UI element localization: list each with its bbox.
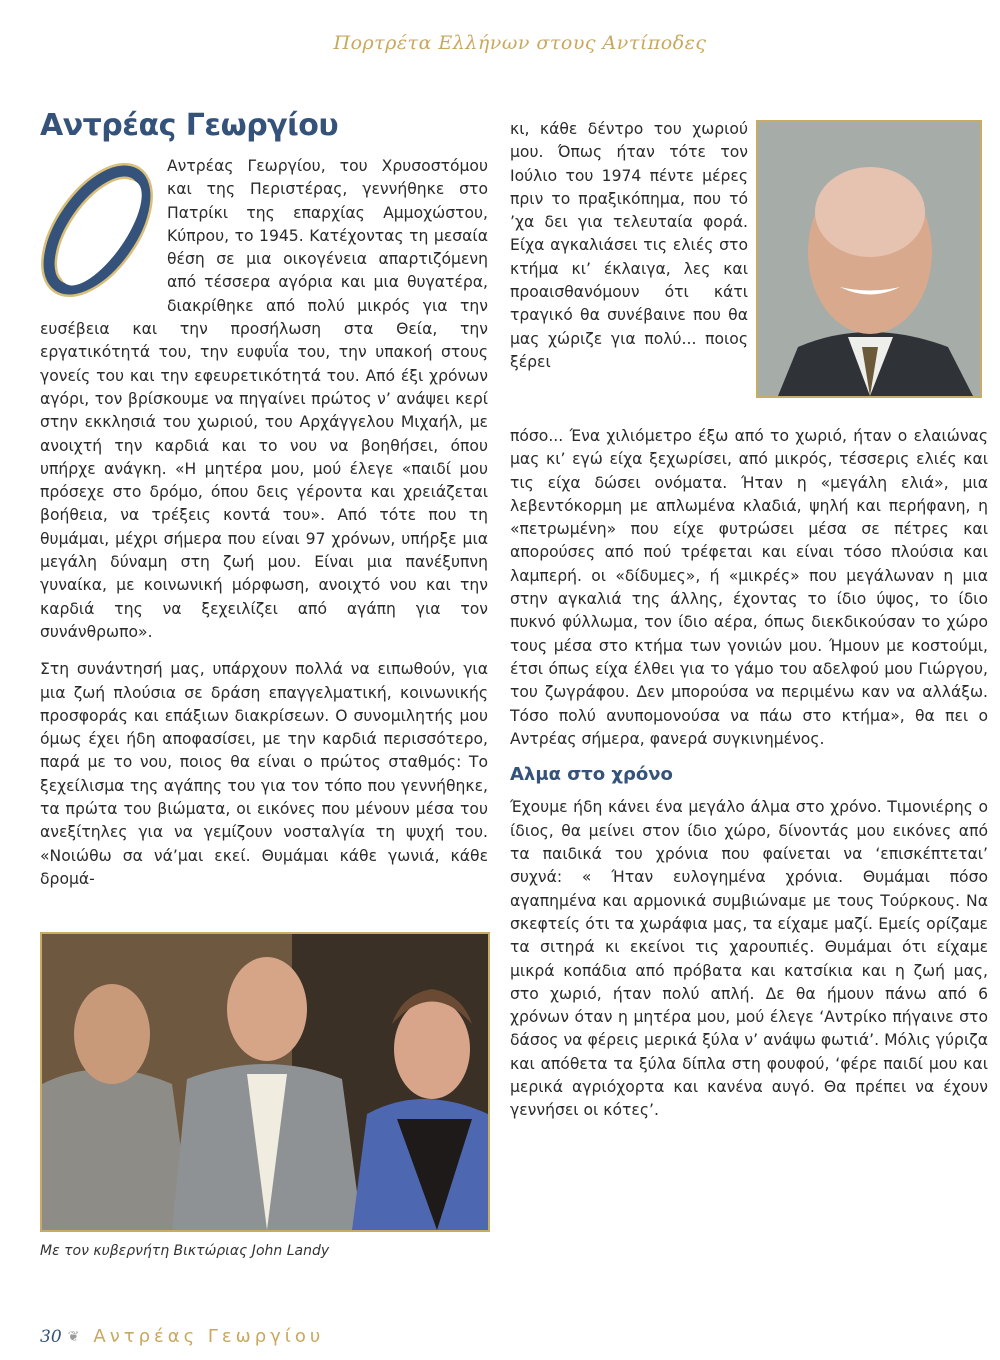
ornament-icon: ❦ bbox=[67, 1328, 80, 1345]
portrait-photo bbox=[756, 120, 982, 398]
article-title: Αντρέας Γεωργίου bbox=[40, 108, 339, 143]
footer-name: Αντρέας Γεωργίου bbox=[93, 1326, 325, 1347]
group-photo bbox=[40, 932, 490, 1232]
continuation-wide-paragraph: πόσο... Ένα χιλιόμετρο έξω από το χωριό, ήταν ο ελαιώνας μας κι’ εγώ είχα ξεχωρίσει, από μικρός, τέσσερις ελιές και τις είχα δώσει ονόματα. Ήταν η «μεγάλη ελιά», μια λεβεντόκορμη με απλωμένα κλαδιά, ψηλή και περήφανη, η «πετρωμένη» που είχε φυτρώσει μέσα σε πέτρες και απορούσες από πού τρέφεται και είναι τόσο πλούσια και λαμπερή. οι «δίδυμες», ή «μικρές» που μεγάλωναν η μια στην αγκαλιά της άλλης, έχοντας το ίδιο ύψος, το ίδιο πυκνό φύλλωμα, τον ίδιο αέρα, όπως διεκδικούσαν το χώρο τους μέσα στο κτήμα των γονιών μου. Ήμουν με κοστούμι, έτσι όπως είχα έλθει για το γάμο του αδελφού μου Γιώργου, του ζωγράφου. Δεν μπορούσα να περιμένω καν να αλλάξω. Τόσο πολύ ανυπομονούσα να πάω στο κτήμα», θα πει ο Αντρέας σήμερα, φανερά συγκινημένος. bbox=[510, 427, 988, 748]
running-head: Πορτρέτα Ελλήνων στους Αντίποδες bbox=[333, 32, 707, 54]
subheading: Αλμα στο χρόνο bbox=[510, 764, 673, 786]
page-footer bbox=[40, 1326, 324, 1347]
right-column-wide bbox=[510, 425, 988, 1123]
final-paragraph: Έχουμε ήδη κάνει ένα μεγάλο άλμα στο χρόνο. Τιμονιέρης ο ίδιος, θα μείνει στον ίδιο χώρο, δίνοντάς μου εικόνες από τα παιδικά του χρόνια που φαίνεται να ‘επισκέπτεται’ συχνά: « Ήταν ευλογημένα χρόνια. Θυμάμαι πόσο αγαπημένα και αρμονικά συμβιώναμε με τους Τούρκους. Να σκεφτείς ότι τα χωράφια μας, τα είχαμε μαζί. Εμείς ορίζαμε τα σιτηρά κι εκείνοι τις χαρουπιές. Θυμάμαι ότι είχαμε μικρά κοπάδια από πρόβατα και κατσίκια και η ζωή μας, στο χωριό, ήταν πολύ απλή. Δε θα ήμουν πάνω από 6 χρόνων όταν η μητέρα μου, μού έλεγε ‘Αντρίκο πήγαινε στο δάσος να φέρεις μερικά ξύλα ν’ ανάψω φωτιά’. Μόλις γύριζα και απόθετα τα ξύλα δίπλα στη φουφού, ‘φέρε παιδί μου και μερικά αγριόχορτα και κανένα αυγό. Θα πρέπει να έχουν γεννήσει οι κότες’. bbox=[510, 798, 988, 1120]
photo-caption: Με τον κυβερνήτη Βικτώριας John Landy bbox=[40, 1243, 330, 1259]
right-column-narrow bbox=[510, 118, 748, 374]
second-paragraph: Στη συνάντησή μας, υπάρχουν πολλά να ειπωθούν, για μια ζωή πλούσια σε δράση επαγγελματική, κοινωνικής προσφοράς και επάξιων διακρίσεων. Ο συνομιλητής μου όμως έχει ήδη αποφασίσει, με την καρδιά περισσότερο, παρά με το νου, ποιος θα είναι ο πρώτος σταθμός: Το ξεχείλισμα της αγάπης του για τον τόπο που γεννήθηκε, τα πρώτα του βιώματα, οι εικόνες που μένουν μέσα του ανεξίτηλες για να γεμίζουν νοσταλγία τη ψυχή του. «Νοιώθω σα νά’μαι εκεί. Θυμάμαι κάθε γωνιά, κάθε δρομά- bbox=[40, 660, 488, 888]
continuation-paragraph: κι, κάθε δέντρο του χωριού μου. Όπως ήταν τότε τον Ιούλιο του 1974 πέντε μέρες πριν το πραξικόπημα, που τό ’χα δει για τελευταία φορά. Είχα αγκαλιάσει τις ελιές στο κτήμα κι’ έκλαιγα, λες και προαισθανόμουν ότι κάτι τραγικό θα συνέβαινε που θα μας χώριζε για πολύ... ποιος ξέρει bbox=[510, 120, 748, 371]
intro-paragraph: Αντρέας Γεωργίου, του Χρυσοστόμου και της Περιστέρας, γεννήθηκε στο Πατρίκι της επαρχίας Αμμοχώστου, Κύπρου, το 1945. Κατέχοντας τη μεσαία θέση σε μια οικογένεια απαρτιζόμενη από τέσσερα αγόρια και μια θυγατέρα, διακρίθηκε από πολύ μικρός για την ευσέβεια και την προσήλωση στα Θεία, την εργατικότητά του, την ευφυΐα του, την υπακοή στους γονείς του και την εφευρετικότητά του. Από έξι χρόνων αγόρι, τον βρίσκουμε να πηγαίνει πρώτος ν’ ανάψει κερί στην εκκλησιά του χωριού, του Αρχάγγελου Μιχαήλ, με ανοιχτή την καρδιά και το νου να βοηθήσει, όπου υπήρχε ανάγκη. «Η μητέρα μου, μού έλεγε «παιδί μου πρόσεχε στο δρόμο, όπου δεις γέροντα και χρειάζεται βοήθεια, να τρέξεις κοντά του». Από τότε που τη θυμάμαι, μέχρι σήμερα που είναι 97 χρόνων, υπήρξε μια μεγάλη δύναμη στη ζωή μου. Είναι μια πανέξυπνη γυναίκα, με κοινωνική μόρφωση, ανοιχτό νου και την καρδιά της να ξεχειλίζει από αγάπη για τον συνάνθρωπο». bbox=[40, 157, 488, 641]
left-column bbox=[40, 155, 488, 891]
dropcap-o-icon bbox=[32, 155, 167, 300]
page-number: 30 bbox=[40, 1326, 62, 1347]
